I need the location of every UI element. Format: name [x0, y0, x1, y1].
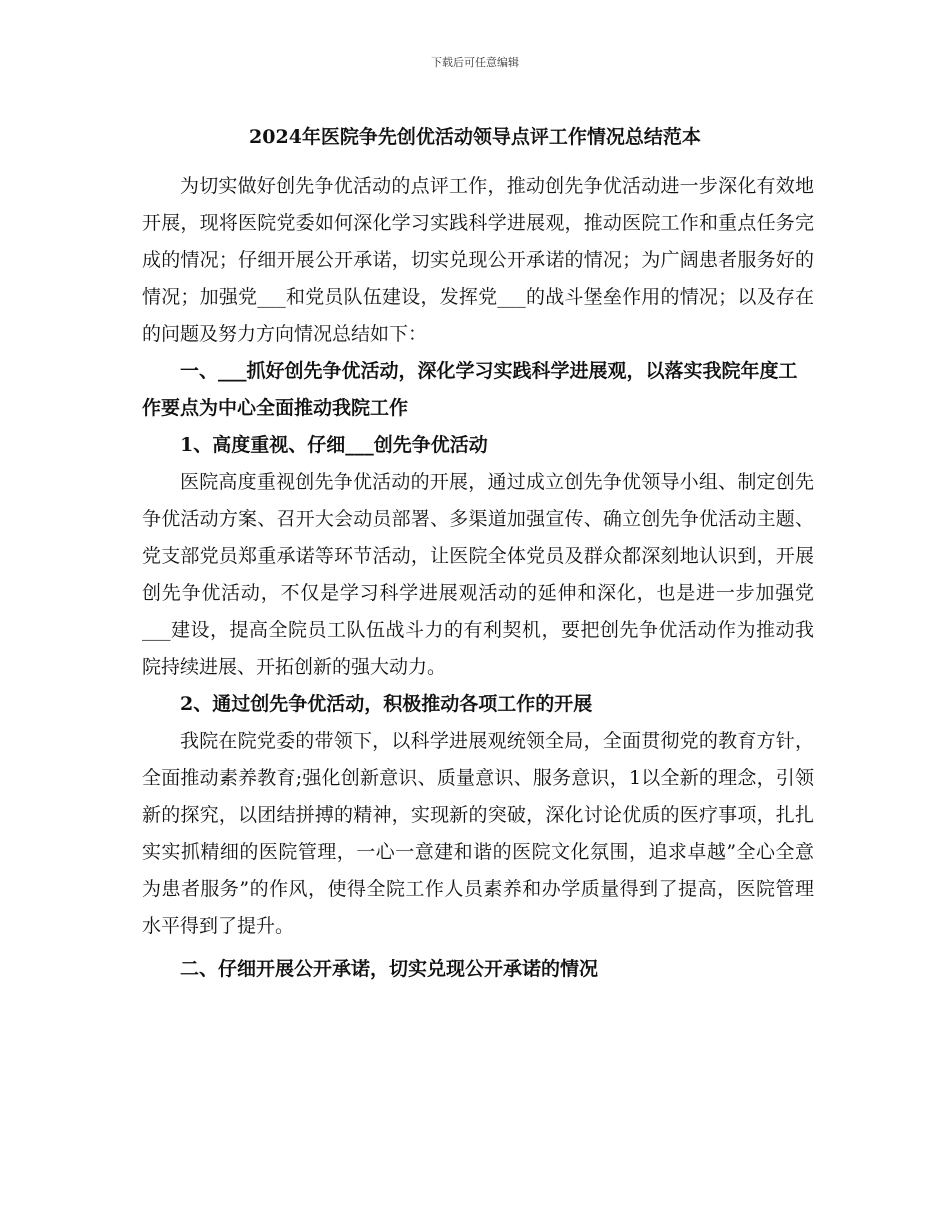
header-note: 下载后可任意编辑 — [431, 56, 519, 69]
body-paragraph-2: 我院在院党委的带领下，以科学进展观统领全局，全面贯彻党的教育方针，全面推动素养教育;强化创新意识、质量意识、服务意识，1以全新的理念，引领新的探究，以团结拼搏的精神，实现新的突破，深化讨论优质的医疗事项，扎扎实实抓精细的医院管理，一心一意建和谐的医院文化氛围，追求卓越”全心全意为患者服务”的作风，使得全院工作人员素养和办学质量得到了提高，医院管理水平得到了提升。 — [142, 730, 814, 937]
document-title: 2024年医院争先创优活动领导点评工作情况总结范本 — [249, 126, 701, 148]
body-paragraph-1: 医院高度重视创先争优活动的开展，通过成立创先争优领导小组、制定创先争优活动方案、召开大会动员部署、多渠道加强宣传、确立创先争优活动主题、党支部党员郑重承诺等环节活动，让医院全体党员及群众都深刻地认识到，开展创先争优活动，不仅是学习科学进展观活动的延伸和深化，也是进一步加强党___建设，提高全院员工队伍战斗力的有利契机，要把创先争优活动作为推动我院持续进展、开拓创新的强大动力。 — [142, 471, 814, 678]
section-heading-1: 一、___抓好创先争优活动，深化学习实践科学进展观，以落实我院年度工作要点为中心全面推动我院工作 — [142, 360, 798, 419]
subsection-heading-1: 1、高度重视、仔细___创先争优活动 — [180, 434, 488, 456]
section-heading-2: 二、仔细开展公开承诺，切实兑现公开承诺的情况 — [180, 958, 599, 980]
subsection-heading-2: 2、通过创先争优活动，积极推动各项工作的开展 — [180, 693, 593, 715]
intro-paragraph: 为切实做好创先争优活动的点评工作，推动创先争优活动进一步深化有效地开展，现将医院党委如何深化学习实践科学进展观，推动医院工作和重点任务完成的情况；仔细开展公开承诺，切实兑现公开承诺的情况；为广阔患者服务好的情况；加强党___和党员队伍建设，发挥党___的战斗堡垒作用的情况；以及存在的问题及努力方向情况总结如下： — [142, 175, 814, 345]
document-body — [142, 168, 814, 988]
